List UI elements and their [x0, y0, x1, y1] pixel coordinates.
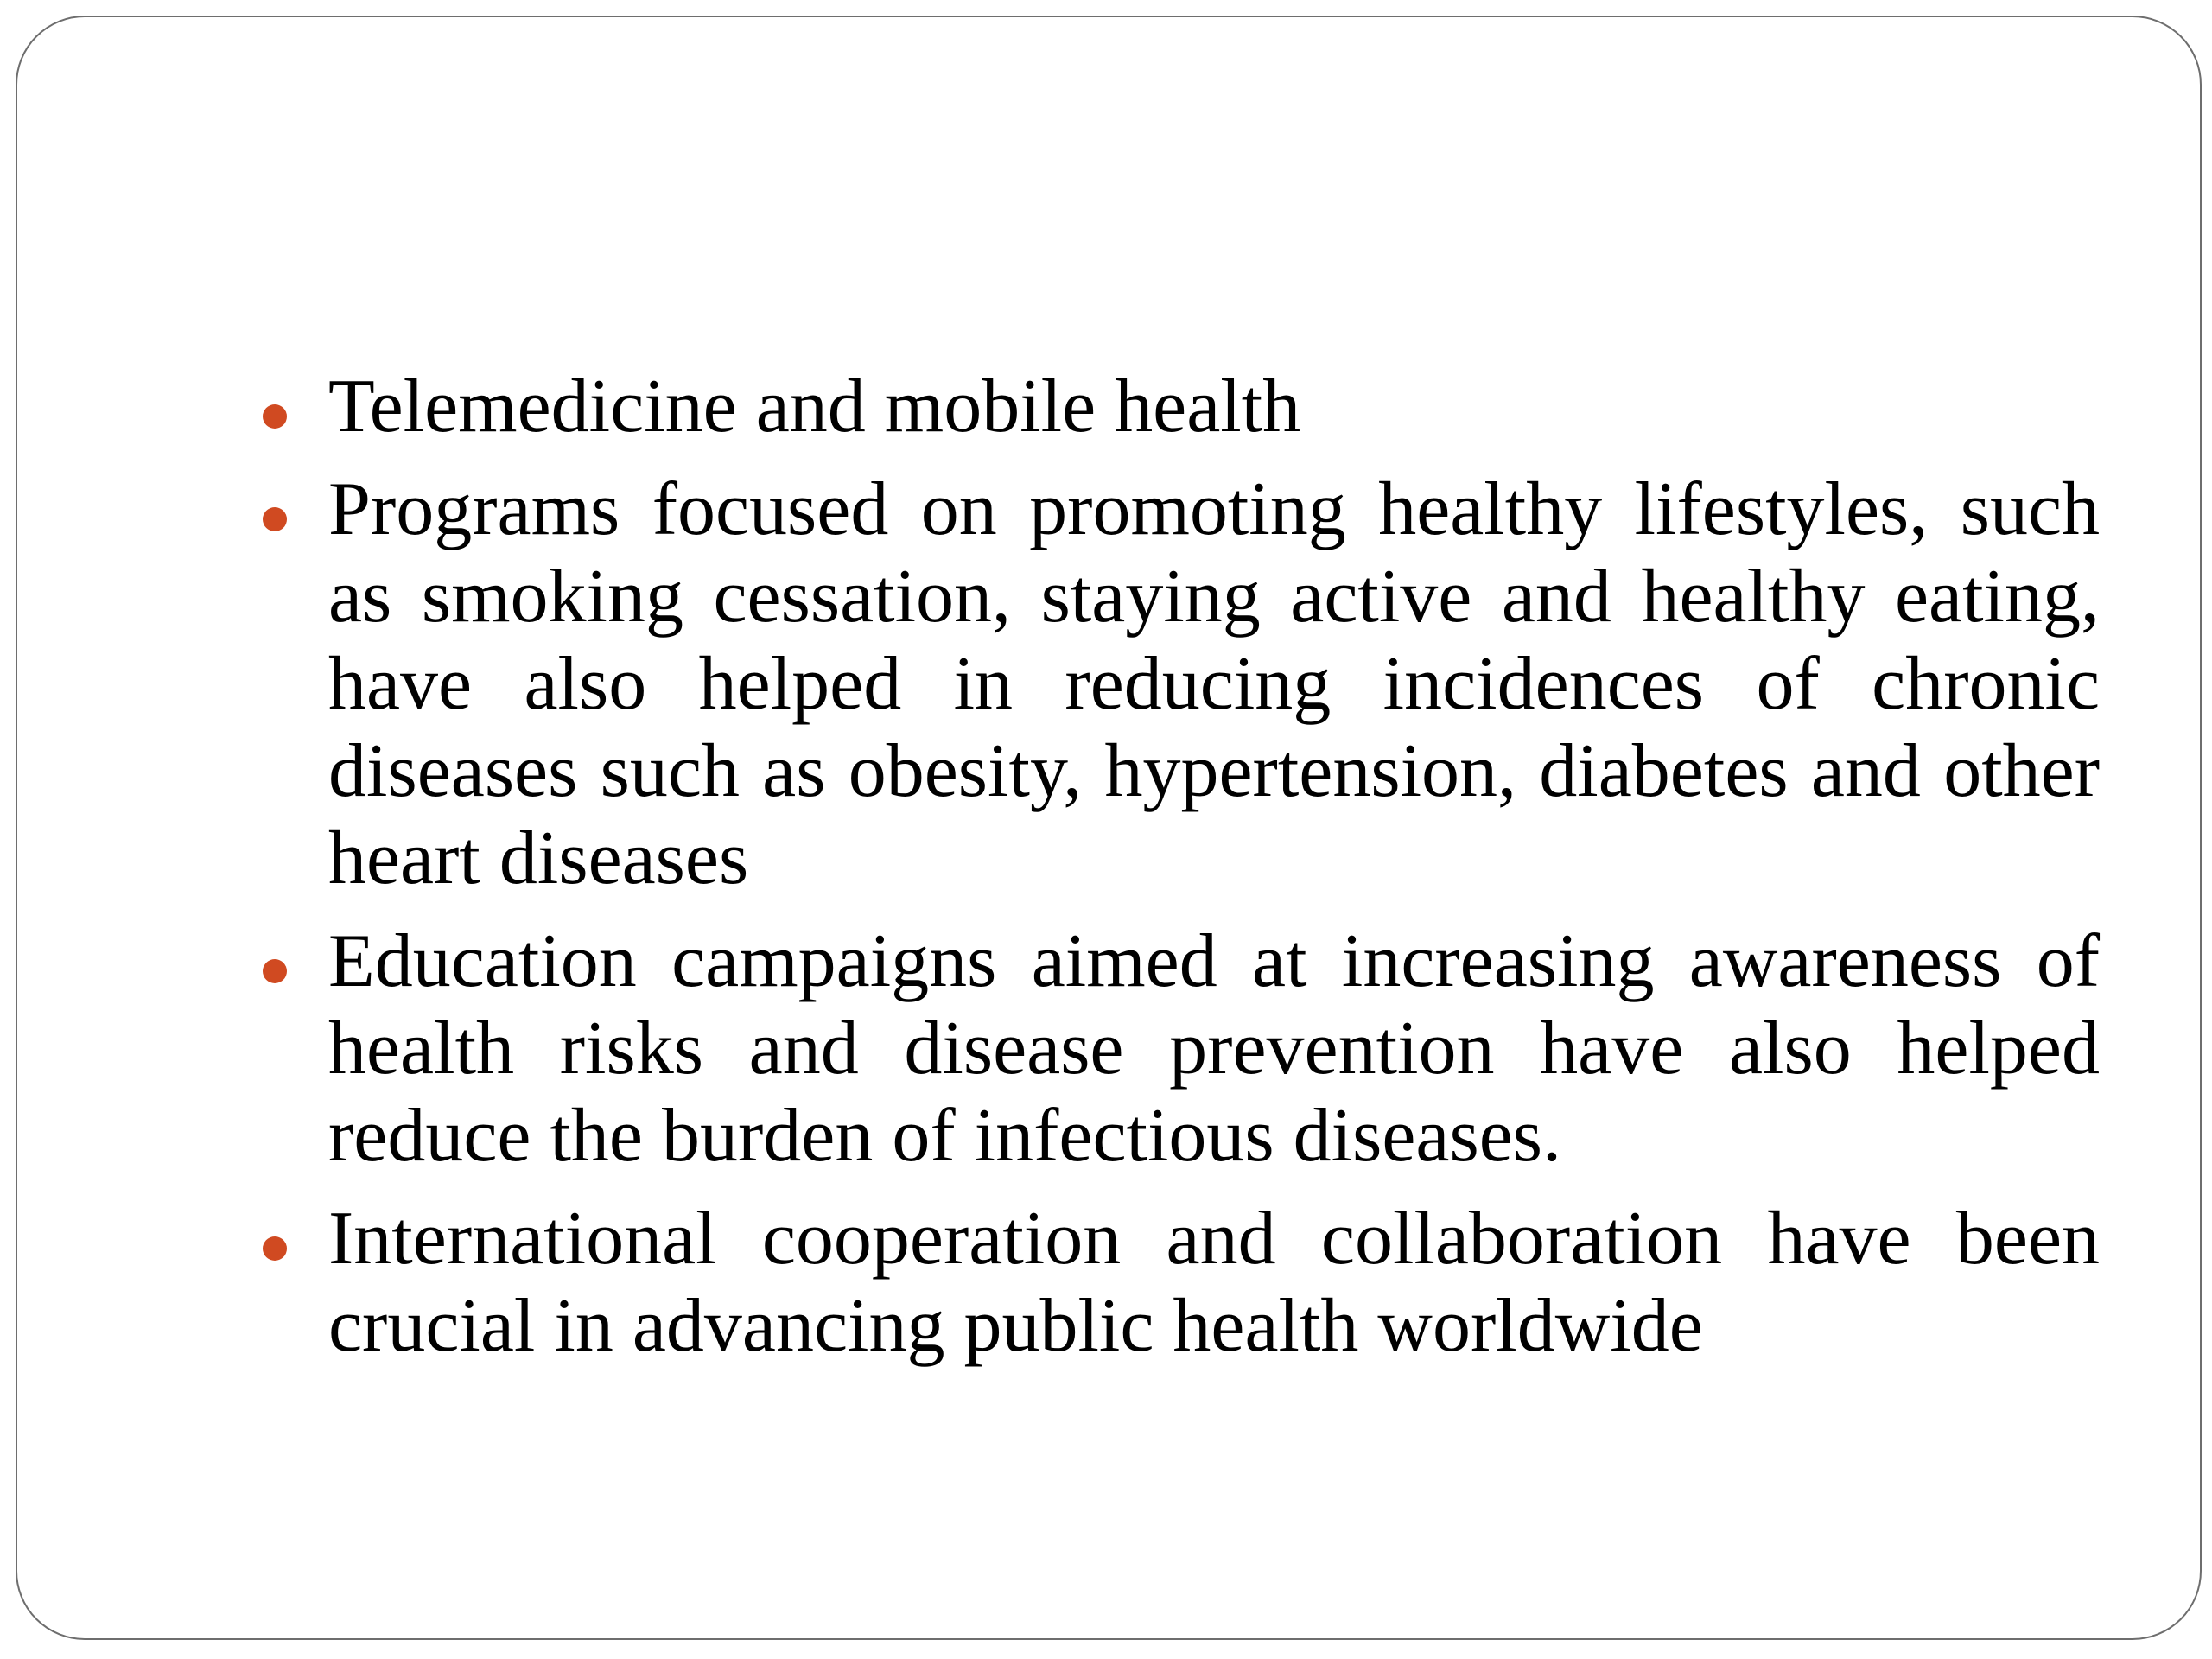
bullet-text: Programs focused on promoting healthy lifestyles, such as smoking cessation, staying active and healthy eating, have also helped in reducing incidences of chronic diseases such as obesity, hypertension, diabetes and other heart diseases — [328, 467, 2100, 900]
bullet-icon — [263, 507, 287, 531]
list-item — [259, 466, 2100, 902]
bullet-text: Telemedicine and mobile health — [328, 365, 1301, 448]
bullet-icon — [263, 404, 287, 429]
list-item — [259, 918, 2100, 1179]
list-item — [259, 1195, 2100, 1370]
bullet-icon — [263, 1236, 287, 1261]
bullet-text: Education campaigns aimed at increasing awareness of health risks and disease prevention have also helped reduce the burden of infectious diseases. — [328, 919, 2100, 1178]
bullet-icon — [263, 959, 287, 983]
bullet-text: International cooperation and collaboration have been crucial in advancing public health worldwide — [328, 1197, 2100, 1368]
slide-frame — [16, 16, 2202, 1640]
bullet-list — [259, 363, 2100, 1385]
list-item — [259, 363, 2100, 450]
